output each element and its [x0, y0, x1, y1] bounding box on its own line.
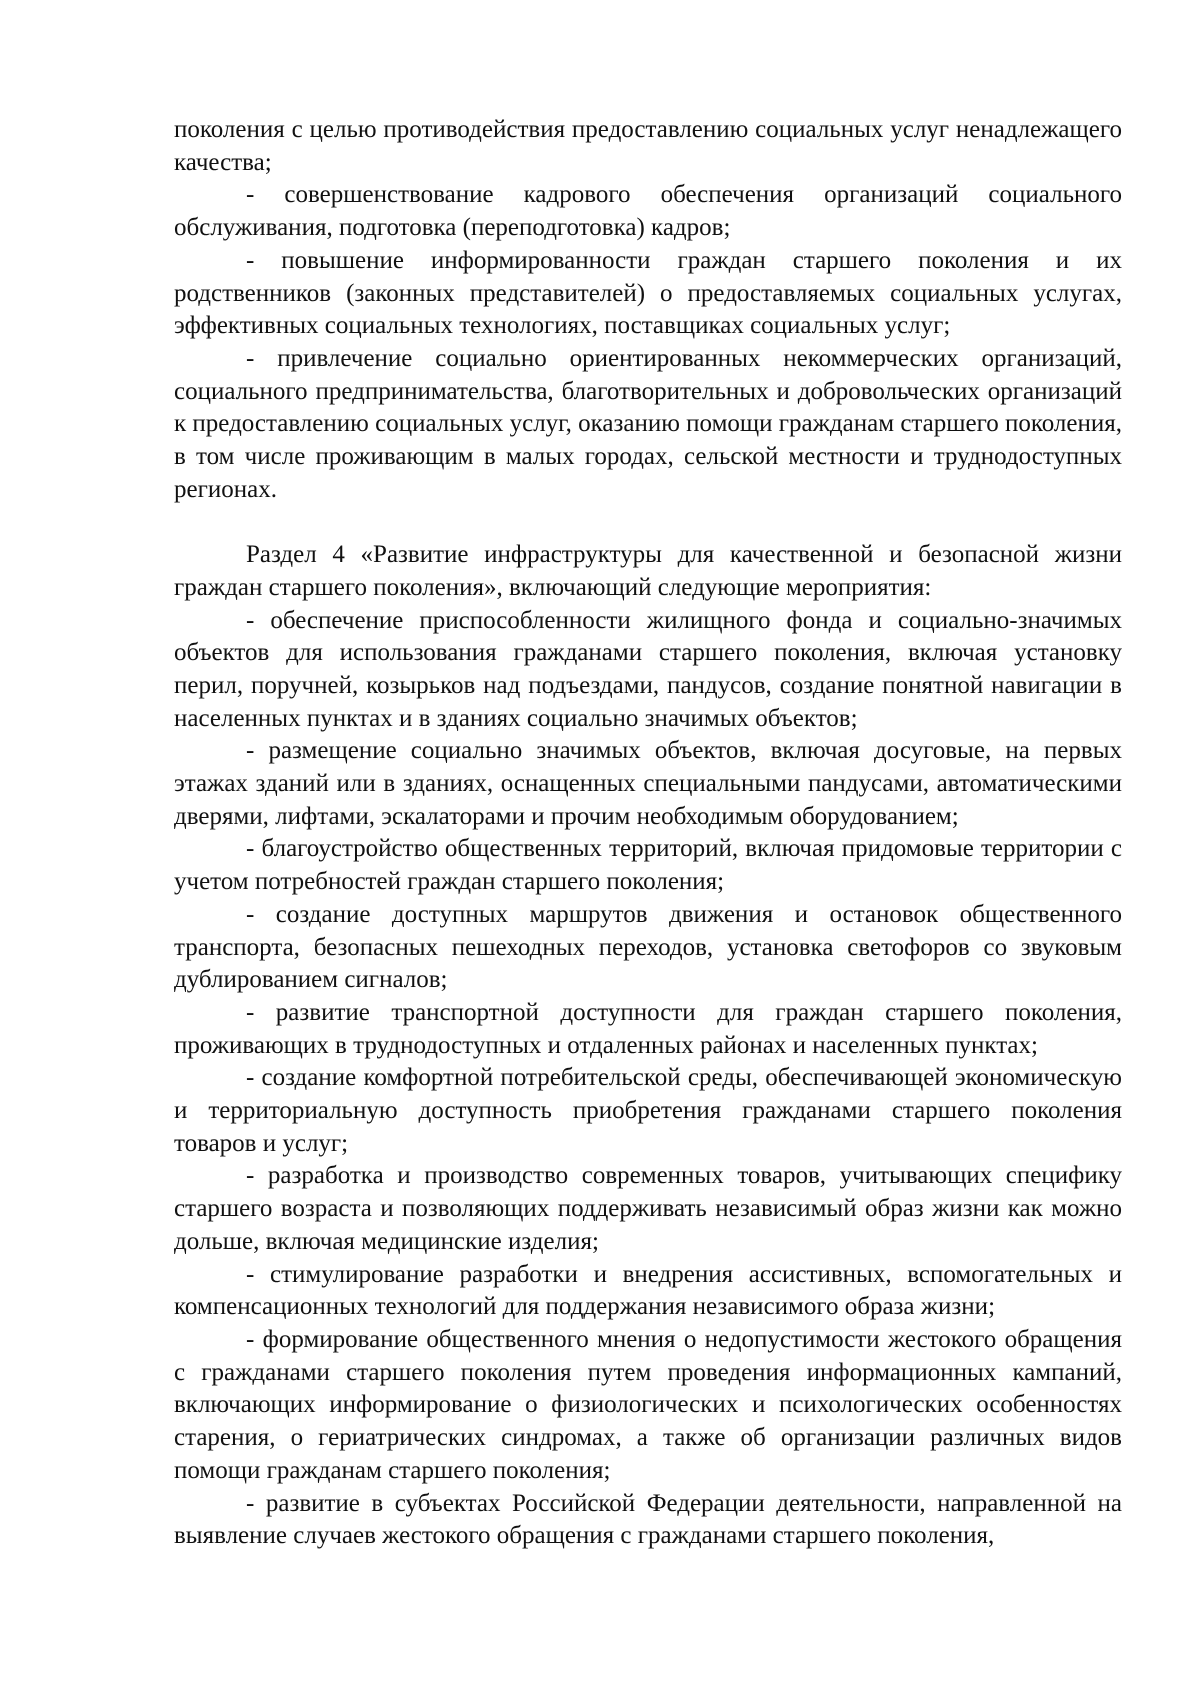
- list-item-facility-placement: - размещение социально значимых объектов, включая досуговые, на первых этажах зданий или в зданиях, оснащенных специальными пандусами, автоматическими дверями, лифтами, эскалаторами и прочим необходимым оборудованием;: [174, 737, 1122, 830]
- list-item-staff-improvement: - совершенствование кадрового обеспечения организаций социального обслуживания, подготовка (переподготовка) кадров;: [174, 181, 1122, 242]
- document-body: [174, 114, 1122, 1553]
- section-4-heading: Раздел 4 «Развитие инфраструктуры для качественной и безопасной жизни граждан старшего поколения», включающий следующие мероприятия:: [174, 541, 1122, 601]
- list-item-transport-access: - развитие транспортной доступности для граждан старшего поколения, проживающих в труднодоступных и отдаленных районах и населенных пунктах;: [174, 998, 1122, 1059]
- list-item-nco-involvement: - привлечение социально ориентированных некоммерческих организаций, социального предпринимательства, благотворительных и добровольческих организаций к предоставлению социальных услуг, оказанию помощи гражданам старшего поколения, в том числе проживающим в малых городах, сельской местности и труднодоступных регионах.: [174, 344, 1122, 503]
- list-item-accessible-routes: - создание доступных маршрутов движения и остановок общественного транспорта, безопасных пешеходных переходов, установка светофоров со звуковым дублированием сигналов;: [174, 900, 1122, 994]
- list-item-public-opinion: - формирование общественного мнения о недопустимости жестокого обращения с гражданами старшего поколения путем проведения информационных кампаний, включающих информирование о физиологических и психологических особенностях старения, о гериатрических синдромах, а также об организации различных видов помощи гражданам старшего поколения;: [174, 1326, 1122, 1484]
- section-spacer: [174, 506, 1122, 539]
- list-item-abuse-detection: - развитие в субъектах Российской Федерации деятельности, направленной на выявление случаев жестокого обращения с гражданами старшего поколения,: [174, 1489, 1122, 1550]
- list-item-modern-goods: - разработка и производство современных товаров, учитывающих специфику старшего возраста и позволяющих поддерживать независимый образ жизни как можно дольше, включая медицинские изделия;: [174, 1162, 1122, 1255]
- list-item-assistive-tech: - стимулирование разработки и внедрения ассистивных, вспомогательных и компенсационных технологий для поддержания независимого образа жизни;: [174, 1260, 1122, 1321]
- paragraph-continuation: поколения с целью противодействия предоставлению социальных услуг ненадлежащего качества;: [174, 116, 1122, 176]
- list-item-public-spaces: - благоустройство общественных территорий, включая придомовые территории с учетом потребностей граждан старшего поколения;: [174, 835, 1122, 896]
- list-item-awareness: - повышение информированности граждан старшего поколения и их родственников (законных представителей) о предоставляемых социальных услугах, эффективных социальных технологиях, поставщиках социальных услуг;: [174, 246, 1122, 340]
- list-item-housing-adaptation: - обеспечение приспособленности жилищного фонда и социально-значимых объектов для использования гражданами старшего поколения, включая установку перил, поручней, козырьков над подъездами, пандусов, создание понятной навигации в населенных пунктах и в зданиях социально значимых объектов;: [174, 606, 1122, 732]
- list-item-consumer-environment: - создание комфортной потребительской среды, обеспечивающей экономическую и территориальную доступность приобретения гражданами старшего поколения товаров и услуг;: [174, 1064, 1122, 1157]
